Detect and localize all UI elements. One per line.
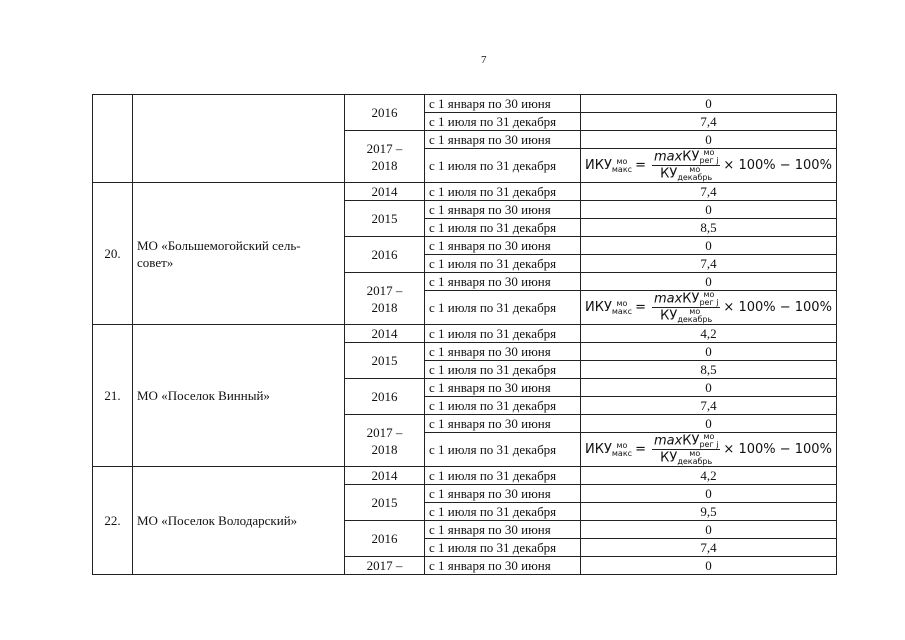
formula-cell bbox=[581, 433, 837, 467]
value-cell: 8,5 bbox=[581, 219, 837, 237]
year-cell: 2016 bbox=[345, 521, 425, 557]
row-number: 21. bbox=[93, 325, 133, 467]
value-cell: 0 bbox=[581, 521, 837, 539]
year-cell: 2017 – 2018 bbox=[345, 415, 425, 467]
period-cell: с 1 июля по 31 декабря bbox=[425, 183, 581, 201]
value-cell: 7,4 bbox=[581, 539, 837, 557]
period-cell: с 1 января по 30 июня bbox=[425, 415, 581, 433]
table-row bbox=[93, 183, 837, 201]
year-cell: 2017 – 2018 bbox=[345, 131, 425, 183]
year-cell: 2015 bbox=[345, 343, 425, 379]
period-cell: с 1 января по 30 июня bbox=[425, 379, 581, 397]
value-cell: 0 bbox=[581, 343, 837, 361]
period-cell: с 1 января по 30 июня bbox=[425, 95, 581, 113]
value-cell: 7,4 bbox=[581, 113, 837, 131]
value-cell: 0 bbox=[581, 379, 837, 397]
table-row bbox=[93, 95, 837, 113]
formula: ИКУ мо макс = maxКУ мо рег j КУ мо декабрь × 100% − 100% bbox=[585, 148, 832, 182]
year-cell: 2017 – bbox=[345, 557, 425, 575]
year-cell: 2015 bbox=[345, 201, 425, 237]
value-cell: 0 bbox=[581, 201, 837, 219]
value-cell: 8,5 bbox=[581, 361, 837, 379]
tariff-table bbox=[92, 94, 837, 575]
year-cell: 2016 bbox=[345, 379, 425, 415]
value-cell: 7,4 bbox=[581, 183, 837, 201]
year-cell: 2017 – 2018 bbox=[345, 273, 425, 325]
value-cell: 0 bbox=[581, 485, 837, 503]
formula-cell bbox=[581, 149, 837, 183]
period-cell: с 1 июля по 31 декабря bbox=[425, 255, 581, 273]
period-cell: с 1 июля по 31 декабря bbox=[425, 219, 581, 237]
value-cell: 0 bbox=[581, 95, 837, 113]
value-cell: 0 bbox=[581, 273, 837, 291]
period-cell: с 1 июля по 31 декабря bbox=[425, 113, 581, 131]
page-number: 7 bbox=[481, 54, 487, 66]
period-cell: с 1 января по 30 июня bbox=[425, 485, 581, 503]
year-cell: 2016 bbox=[345, 95, 425, 131]
period-cell: с 1 января по 30 июня bbox=[425, 237, 581, 255]
formula: ИКУ мо макс = maxКУ мо рег j КУ мо декабрь × 100% − 100% bbox=[585, 290, 832, 324]
formula-cell bbox=[581, 291, 837, 325]
period-cell: с 1 января по 30 июня bbox=[425, 201, 581, 219]
table-row bbox=[93, 325, 837, 343]
value-cell: 0 bbox=[581, 131, 837, 149]
value-cell: 0 bbox=[581, 237, 837, 255]
municipality-name: МО «Поселок Винный» bbox=[133, 325, 345, 467]
municipality-name bbox=[133, 95, 345, 183]
period-cell: с 1 июля по 31 декабря bbox=[425, 397, 581, 415]
period-cell: с 1 января по 30 июня bbox=[425, 521, 581, 539]
value-cell: 7,4 bbox=[581, 397, 837, 415]
row-number: 20. bbox=[93, 183, 133, 325]
period-cell: с 1 июля по 31 декабря bbox=[425, 361, 581, 379]
value-cell: 9,5 bbox=[581, 503, 837, 521]
value-cell: 4,2 bbox=[581, 325, 837, 343]
value-cell: 0 bbox=[581, 415, 837, 433]
municipality-name: МО «Поселок Володарский» bbox=[133, 467, 345, 575]
formula: ИКУ мо макс = maxКУ мо рег j КУ мо декабрь × 100% − 100% bbox=[585, 432, 832, 466]
period-cell: с 1 июля по 31 декабря bbox=[425, 467, 581, 485]
municipality-name: МО «Большемогойский сель- совет» bbox=[133, 183, 345, 325]
period-cell: с 1 января по 30 июня bbox=[425, 131, 581, 149]
table-row bbox=[93, 467, 837, 485]
period-cell: с 1 января по 30 июня bbox=[425, 557, 581, 575]
year-cell: 2014 bbox=[345, 467, 425, 485]
period-cell: с 1 июля по 31 декабря bbox=[425, 291, 581, 325]
value-cell: 4,2 bbox=[581, 467, 837, 485]
period-cell: с 1 января по 30 июня bbox=[425, 273, 581, 291]
row-number bbox=[93, 95, 133, 183]
value-cell: 0 bbox=[581, 557, 837, 575]
period-cell: с 1 января по 30 июня bbox=[425, 343, 581, 361]
year-cell: 2015 bbox=[345, 485, 425, 521]
value-cell: 7,4 bbox=[581, 255, 837, 273]
period-cell: с 1 июля по 31 декабря bbox=[425, 433, 581, 467]
year-cell: 2016 bbox=[345, 237, 425, 273]
period-cell: с 1 июля по 31 декабря bbox=[425, 149, 581, 183]
period-cell: с 1 июля по 31 декабря bbox=[425, 503, 581, 521]
year-cell: 2014 bbox=[345, 183, 425, 201]
row-number: 22. bbox=[93, 467, 133, 575]
year-cell: 2014 bbox=[345, 325, 425, 343]
period-cell: с 1 июля по 31 декабря bbox=[425, 539, 581, 557]
period-cell: с 1 июля по 31 декабря bbox=[425, 325, 581, 343]
